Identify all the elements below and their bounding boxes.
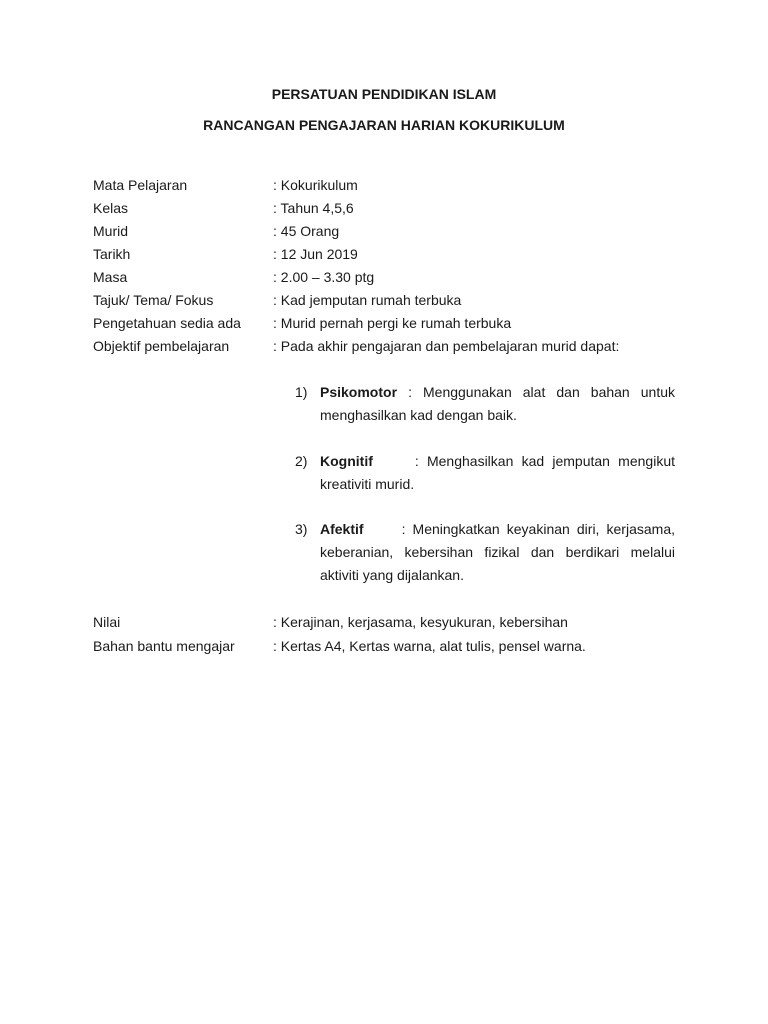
field-value: : Kerajinan, kerjasama, kesyukuran, kebersihan [273,614,568,630]
field-value: : 45 Orang [273,223,340,239]
document-subtitle: RANCANGAN PENGAJARAN HARIAN KOKURIKULUM [203,117,565,133]
objective-text-continued: aktiviti yang dijalankan. [320,567,464,583]
objective-text: : Menggunakan alat dan bahan untuk [408,384,676,400]
objective-number: 1) [295,384,308,400]
objective-line [320,518,675,541]
field-value: : Tahun 4,5,6 [273,200,354,216]
field-label: Objektif pembelajaran [93,338,230,354]
objective-text-continued: kreativiti murid. [320,476,415,492]
field-value: : Pada akhir pengajaran dan pembelajaran murid dapat: [273,338,620,354]
field-label: Bahan bantu mengajar [93,638,235,654]
field-value: : 12 Jun 2019 [273,246,358,262]
objective-term: Afektif [320,521,364,537]
field-label: Mata Pelajaran [93,177,188,193]
field-value: : 2.00 – 3.30 ptg [273,269,375,285]
objective-text-continued: keberanian, kebersihan fizikal dan berdikari melalui [320,544,675,560]
field-label: Murid [93,223,129,239]
objective-term: Kognitif [320,453,373,469]
document-title: PERSATUAN PENDIDIKAN ISLAM [271,86,497,102]
field-value: : Kad jemputan rumah terbuka [273,292,462,308]
objective-text: : Meningkatkan keyakinan diri, kerjasama, [401,521,675,537]
objective-number: 3) [295,521,308,537]
field-value: : Kertas A4, Kertas warna, alat tulis, pensel warna. [273,638,586,654]
objective-term: Psikomotor [320,384,398,400]
field-label: Masa [93,269,128,285]
objective-line [320,381,675,404]
field-value: : Murid pernah pergi ke rumah terbuka [273,315,512,331]
field-value: : Kokurikulum [273,177,358,193]
objective-line [320,450,675,473]
field-label: Tarikh [93,246,131,262]
objective-text-continued: menghasilkan kad dengan baik. [320,407,517,423]
objective-number: 2) [295,453,308,469]
field-label: Kelas [93,200,129,216]
field-label: Pengetahuan sedia ada [93,315,241,331]
field-label: Nilai [93,614,121,630]
field-label: Tajuk/ Tema/ Fokus [93,292,214,308]
objective-text: : Menghasilkan kad jemputan mengikut [414,453,675,469]
